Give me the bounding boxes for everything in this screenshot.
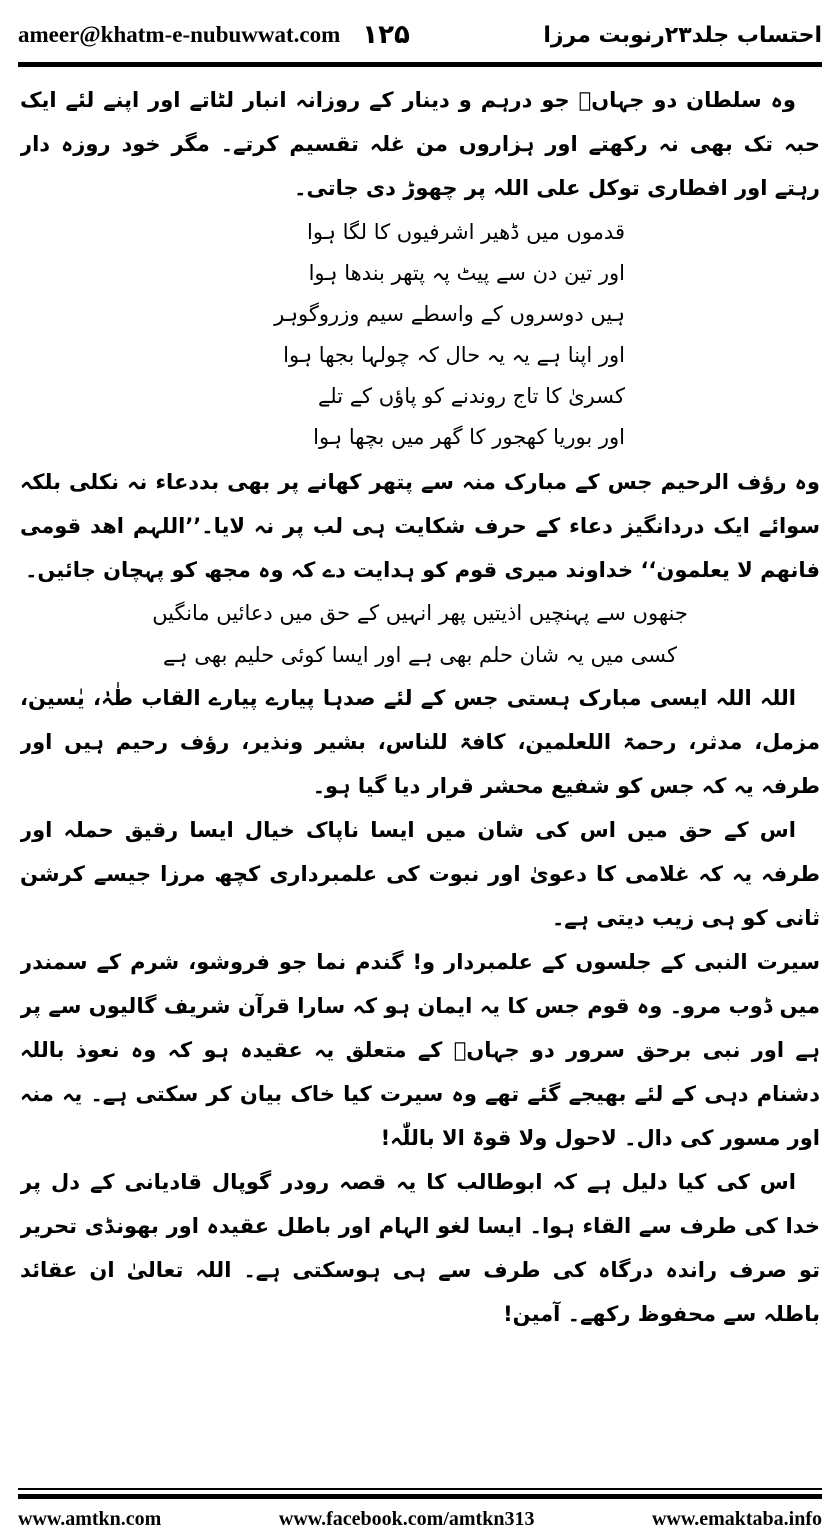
poem-1-line: ہیں دوسروں کے واسطے سیم وزروگوہر [274, 302, 625, 326]
page-body [20, 78, 820, 1433]
page-footer [18, 1504, 822, 1534]
poem-1-line: اور تین دن سے پیٹ پہ پتھر بندھا ہوا [308, 261, 625, 285]
footer-link-amtkn[interactable]: www.amtkn.com [18, 1507, 162, 1530]
footer-link-emaktaba[interactable]: www.emaktaba.info [651, 1507, 822, 1530]
poem-1 [20, 212, 820, 458]
paragraph-2: وہ رؤف الرحیم جس کے مبارک منہ سے پتھر کھانے پر بھی بددعاء نہ نکلی بلکہ سوائے ایک دردانگیز دعاء کے حرف شکایت ہی لب پر نہ لایا۔’’اللہم اھد قومی فانھم لا یعلمون‘‘ خداوند میری قوم کو ہدایت دے کہ وہ مجھ کو پہچان جائیں۔ [20, 470, 820, 582]
poem-2-line: کسی میں یہ شان حلم بھی ہے اور ایسا کوئی حلیم بھی ہے [162, 643, 678, 667]
header-rule [18, 62, 822, 67]
page-header [18, 12, 822, 58]
header-left [18, 20, 410, 50]
poem-1-line: قدموں میں ڈھیر اشرفیوں کا لگا ہوا [307, 220, 625, 244]
page-number: ۱۲۵ [362, 20, 410, 50]
header-email[interactable]: ameer@khatm-e-nubuwwat.com [18, 22, 341, 47]
poem-1-line: اور اپنا ہے یہ یہ حال کہ چولہا بجھا ہوا [283, 343, 625, 367]
poem-1-line: اور بوریا کھجور کا گھر میں بچھا ہوا [313, 425, 625, 449]
paragraph-3: اللہ اللہ ایسی مبارک ہستی جس کے لئے صدہا پیارے پیارے القاب طٰہٰ، یٰسین، مزمل، مدثر، رحمۃ اللعلمین، کافۃ للناس، بشیر ونذیر، رؤف رحیم ہیں اور طرفہ یہ کہ جس کو شفیع محشر قرار دیا گیا ہو۔ [20, 686, 820, 798]
footer-rule-thin [18, 1488, 822, 1490]
paragraph-4: اس کے حق میں اس کی شان میں ایسا ناپاک خیال ایسا رقیق حملہ اور طرفہ یہ کہ غلامی کا دعویٰ اور نبوت کی علمبرداری کچھ مرزا جیسے کرشن ثانی کو ہی زیب دیتی ہے۔ [20, 818, 820, 930]
poem-2-line: جنھوں سے پہنچیں اذیتیں پھر انہیں کے حق میں دعائیں مانگیں [152, 601, 688, 625]
paragraph-1: وہ سلطان دو جہاںؐ جو درہم و دینار کے روزانہ انبار لٹاتے اور اپنے لئے ایک حبہ تک بھی نہ رکھتے اور ہزاروں من غلہ تقسیم کرتے۔ مگر خود روزہ دار رہتے اور افطاری توکل علی اللہ پر چھوڑ دی جاتی۔ [20, 88, 820, 200]
poem-1-line: کسریٰ کا تاج روندنے کو پاؤں کے تلے [317, 384, 625, 408]
footer-link-facebook[interactable]: www.facebook.com/amtkn313 [278, 1507, 535, 1530]
book-title: احتساب جلد۲۳رنوبت مرزا [543, 22, 822, 48]
paragraph-5: سیرت النبی کے جلسوں کے علمبردار و! گندم نما جو فروشو، شرم کے سمندر میں ڈوب مرو۔ وہ قوم جس کا یہ ایمان ہو کہ سارا قرآن شریف گالیوں سے پر ہے اور نبی برحق سرور دو جہاںؐ کے متعلق یہ عقیدہ ہو کہ وہ نعوذ باللہ دشنام دہی کے لئے بھیجے گئے تھے وہ سیرت کیا خاک بیان کر سکتی ہے۔ یہ منہ اور مسور کی دال۔ لاحول ولا قوۃ الا باللّٰہ! [20, 950, 820, 1150]
paragraph-6: اس کی کیا دلیل ہے کہ ابوطالب کا یہ قصہ رودر گوپال قادیانی کے دل پر خدا کی طرف سے القاء ہوا۔ ایسا لغو الہام اور باطل عقیدہ اور بھونڈی تحریر تو صرف راندہ درگاہ کی طرف سے ہی ہوسکتی ہے۔ اللہ تعالیٰ ان عقائد باطلہ سے محفوظ رکھے۔ آمین! [20, 1170, 820, 1326]
footer-rule-thick [18, 1494, 822, 1499]
poem-2 [20, 592, 820, 676]
